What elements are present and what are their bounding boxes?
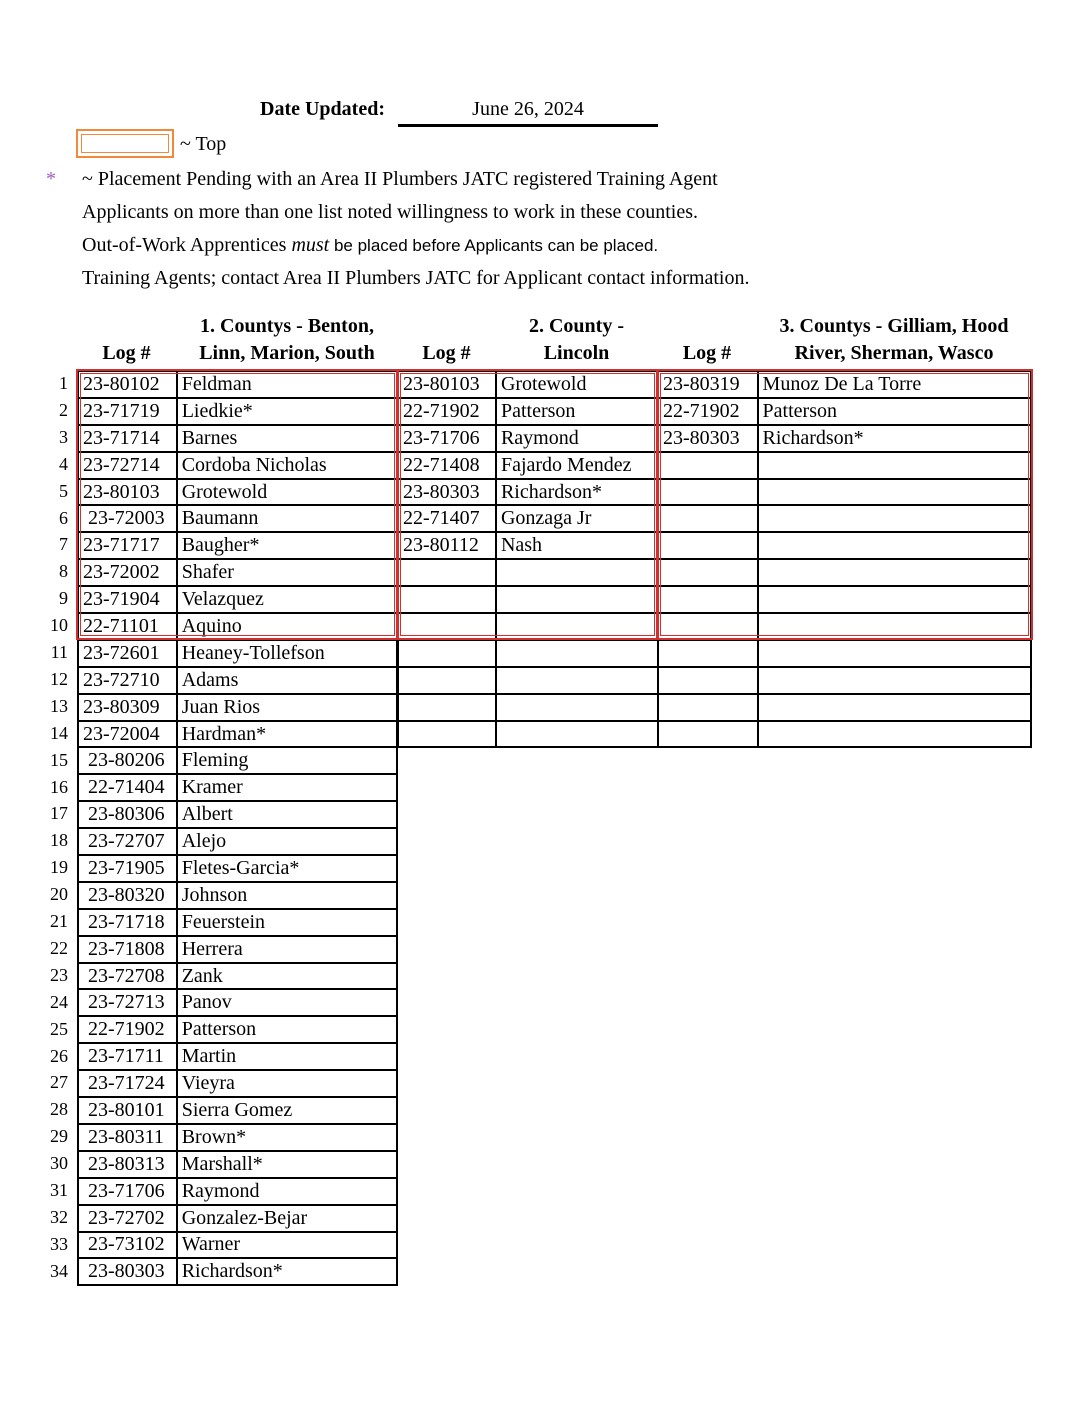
- list1-log-cell: 23-72003: [78, 505, 177, 532]
- list1-log-cell: 23-72004: [78, 721, 177, 748]
- list1-row: [78, 532, 397, 559]
- row-number: 20: [50, 884, 68, 905]
- pending-asterisk: *: [46, 168, 56, 190]
- list1-log-cell: 23-72708: [78, 963, 177, 990]
- list3-log-cell: [658, 452, 758, 479]
- note-oow-must: must: [291, 234, 330, 256]
- list2-name-cell: Grotewold: [496, 371, 658, 398]
- list1-row: [78, 452, 397, 479]
- list3-name-cell: Richardson*: [758, 425, 1031, 452]
- list1-name-cell: Velazquez: [177, 586, 397, 613]
- list3-county-header-line1: 3. Countys - Gilliam, Hood: [779, 315, 1009, 337]
- row-number: 11: [50, 642, 68, 662]
- list1-log-cell: 23-71808: [78, 936, 177, 963]
- list2-log-cell: [398, 640, 496, 667]
- list2-name-cell: Fajardo Mendez: [496, 452, 658, 479]
- row-number: 5: [59, 480, 68, 501]
- list3-row: [658, 532, 1031, 559]
- list2-name-cell: Nash: [496, 532, 658, 559]
- list2-log-cell: 22-71407: [398, 505, 496, 532]
- row-number: 7: [59, 534, 68, 555]
- row-number: 24: [50, 991, 68, 1012]
- list1-name-cell: Brown*: [177, 1124, 397, 1151]
- list3-row: [658, 398, 1031, 425]
- list3-log-cell: [658, 640, 758, 667]
- list1-name-cell: Patterson: [177, 1016, 397, 1043]
- row-number: 13: [50, 695, 68, 716]
- list2-county-header-line1: 2. County -: [528, 315, 624, 337]
- date-updated-value: June 26, 2024: [398, 98, 658, 127]
- list3-log-cell: [658, 586, 758, 613]
- list1-row: [78, 586, 397, 613]
- list3-row: [658, 694, 1031, 721]
- list2-table: [397, 370, 659, 748]
- list1-row: [78, 479, 397, 506]
- row-number: 34: [50, 1260, 68, 1281]
- list1-name-cell: Feuerstein: [177, 909, 397, 936]
- list1-name-cell: Sierra Gomez: [177, 1097, 397, 1124]
- list1-log-cell: 23-71717: [78, 532, 177, 559]
- list2-log-cell: 22-71902: [398, 398, 496, 425]
- list3-name-cell: Munoz De La Torre: [758, 371, 1031, 398]
- list3-row: [658, 452, 1031, 479]
- list1-row: [78, 613, 397, 640]
- list1-log-cell: 23-80311: [78, 1124, 177, 1151]
- list2-name-cell: [496, 559, 658, 586]
- list1-name-cell: Hardman*: [177, 721, 397, 748]
- list1-name-cell: Cordoba Nicholas: [177, 452, 397, 479]
- list1-row: [78, 1178, 397, 1205]
- list1-row: [78, 371, 397, 398]
- list3-log-cell: 23-80319: [658, 371, 758, 398]
- list1-row: [78, 909, 397, 936]
- list1-log-cell: 22-71404: [78, 774, 177, 801]
- list1-log-cell: 23-71904: [78, 586, 177, 613]
- list1-name-cell: Adams: [177, 667, 397, 694]
- list1-log-cell: 23-72707: [78, 828, 177, 855]
- row-number: 23: [50, 964, 68, 985]
- list1-row: [78, 801, 397, 828]
- row-number: 21: [50, 911, 68, 931]
- list1-row: [78, 1151, 397, 1178]
- list1-log-cell: 23-71718: [78, 909, 177, 936]
- row-number: 12: [50, 668, 68, 689]
- list1-name-cell: Aquino: [177, 613, 397, 640]
- list1-log-cell: 23-80303: [78, 1258, 177, 1285]
- list2-row: [398, 667, 658, 694]
- note-multi-list: Applicants on more than one list noted willingness to work in these counties.: [82, 201, 699, 223]
- list1-name-cell: Grotewold: [177, 479, 397, 506]
- row-number: 2: [59, 399, 68, 420]
- note-oow-part2: be placed before Applicants can be placed.: [329, 236, 659, 255]
- list1-row: [78, 1043, 397, 1070]
- row-number: 1: [59, 373, 68, 393]
- list3-name-cell: [758, 667, 1031, 694]
- row-number: 32: [50, 1206, 68, 1227]
- list1-name-cell: Liedkie*: [177, 398, 397, 425]
- list1-log-cell: 23-72713: [78, 989, 177, 1016]
- list1-name-cell: Alejo: [177, 828, 397, 855]
- list1-row: [78, 1016, 397, 1043]
- list3-log-cell: 23-80303: [658, 425, 758, 452]
- list2-name-cell: [496, 694, 658, 721]
- list3-name-cell: Patterson: [758, 398, 1031, 425]
- list1-name-cell: Panov: [177, 989, 397, 1016]
- list2-name-cell: [496, 586, 658, 613]
- row-number: 17: [50, 803, 68, 824]
- row-number: 14: [50, 722, 68, 743]
- list3-row: [658, 667, 1031, 694]
- list3-county-header-line2: River, Sherman, Wasco: [794, 342, 994, 364]
- list2-log-cell: 23-80303: [398, 479, 496, 506]
- list1-name-cell: Raymond: [177, 1178, 397, 1205]
- row-number: 33: [50, 1233, 68, 1254]
- list1-log-cell: 23-71714: [78, 425, 177, 452]
- list1-name-cell: Johnson: [177, 882, 397, 909]
- list1-name-cell: Richardson*: [177, 1258, 397, 1285]
- list3-name-cell: [758, 694, 1031, 721]
- list3-log-cell: 22-71902: [658, 398, 758, 425]
- list1-row: [78, 1070, 397, 1097]
- list3-row: [658, 559, 1031, 586]
- list1-log-cell: 23-72002: [78, 559, 177, 586]
- list2-name-cell: [496, 613, 658, 640]
- row-number: 28: [50, 1099, 68, 1120]
- list1-name-cell: Martin: [177, 1043, 397, 1070]
- list1-name-cell: Fleming: [177, 747, 397, 774]
- list3-name-cell: [758, 613, 1031, 640]
- list3-log-cell: [658, 532, 758, 559]
- list1-log-cell: 23-71724: [78, 1070, 177, 1097]
- list2-row: [398, 398, 658, 425]
- top-legend-swatch: [76, 129, 174, 158]
- list2-row: [398, 559, 658, 586]
- list1-row: [78, 963, 397, 990]
- list3-log-cell: [658, 613, 758, 640]
- list1-name-cell: Baumann: [177, 505, 397, 532]
- list2-county-header-line2: Lincoln: [543, 342, 610, 364]
- list2-log-cell: [398, 559, 496, 586]
- list1-row: [78, 936, 397, 963]
- list2-row: [398, 371, 658, 398]
- list1-log-cell: 22-71902: [78, 1016, 177, 1043]
- list2-row: [398, 532, 658, 559]
- list3-name-cell: [758, 721, 1031, 748]
- row-number: 3: [59, 426, 68, 447]
- list1-name-cell: Barnes: [177, 425, 397, 452]
- list1-log-cell: 23-72710: [78, 667, 177, 694]
- list1-county-header-line2: Linn, Marion, South: [199, 342, 375, 364]
- row-number: 4: [59, 453, 68, 474]
- list2-row: [398, 721, 658, 748]
- list2-name-cell: [496, 640, 658, 667]
- list2-name-cell: Raymond: [496, 425, 658, 452]
- row-number: 25: [50, 1018, 68, 1039]
- list2-log-cell: [398, 667, 496, 694]
- list1-name-cell: Gonzalez-Bejar: [177, 1205, 397, 1232]
- list1-row: [78, 882, 397, 909]
- list2-row: [398, 452, 658, 479]
- list2-log-cell: [398, 694, 496, 721]
- row-number: 31: [50, 1180, 68, 1200]
- list1-name-cell: Albert: [177, 801, 397, 828]
- row-number: 18: [50, 830, 68, 851]
- list2-log-cell: [398, 586, 496, 613]
- list2-name-cell: Richardson*: [496, 479, 658, 506]
- list1-log-cell: 23-80313: [78, 1151, 177, 1178]
- list3-name-cell: [758, 559, 1031, 586]
- note-out-of-work: [82, 234, 658, 257]
- list1-row: [78, 1258, 397, 1285]
- list1-row: [78, 640, 397, 667]
- row-number: 30: [50, 1153, 68, 1174]
- list3-log-cell: [658, 694, 758, 721]
- list3-log-cell: [658, 721, 758, 748]
- list1-log-cell: 23-71711: [78, 1043, 177, 1070]
- list1-name-cell: Vieyra: [177, 1070, 397, 1097]
- list1-row: [78, 559, 397, 586]
- list1-name-cell: Heaney-Tollefson: [177, 640, 397, 667]
- list2-row: [398, 613, 658, 640]
- row-number: 6: [59, 507, 68, 528]
- list1-name-cell: Feldman: [177, 371, 397, 398]
- list1-log-cell: 23-71719: [78, 398, 177, 425]
- list3-row: [658, 425, 1031, 452]
- date-updated-label: Date Updated:: [260, 98, 385, 120]
- list2-log-cell: 23-80112: [398, 532, 496, 559]
- list3-name-cell: [758, 640, 1031, 667]
- list2-row: [398, 694, 658, 721]
- list1-log-cell: 23-80309: [78, 694, 177, 721]
- row-number: 27: [50, 1072, 68, 1093]
- row-number: 19: [50, 857, 68, 878]
- list1-row: [78, 747, 397, 774]
- list2-row: [398, 640, 658, 667]
- row-number: 9: [59, 588, 68, 609]
- list1-log-cell: 23-71706: [78, 1178, 177, 1205]
- list1-log-cell: 23-80206: [78, 747, 177, 774]
- list1-log-cell: 23-71905: [78, 855, 177, 882]
- list2-row: [398, 586, 658, 613]
- list3-row: [658, 505, 1031, 532]
- list1-name-cell: Juan Rios: [177, 694, 397, 721]
- list1-row: [78, 1205, 397, 1232]
- top-legend-label: ~ Top: [180, 133, 227, 155]
- list3-name-cell: [758, 586, 1031, 613]
- note-pending: ~ Placement Pending with an Area II Plumbers JATC registered Training Agent: [82, 168, 718, 190]
- list3-name-cell: [758, 505, 1031, 532]
- list1-row: [78, 774, 397, 801]
- list1-name-cell: Fletes-Garcia*: [177, 855, 397, 882]
- list1-name-cell: Marshall*: [177, 1151, 397, 1178]
- list2-name-cell: Gonzaga Jr: [496, 505, 658, 532]
- list2-name-cell: [496, 667, 658, 694]
- list2-log-cell: 23-80103: [398, 371, 496, 398]
- list2-log-cell: 23-71706: [398, 425, 496, 452]
- row-number: 10: [50, 615, 68, 636]
- list2-log-header: Log #: [422, 342, 471, 364]
- list1-row: [78, 1232, 397, 1259]
- list1-name-cell: Warner: [177, 1232, 397, 1259]
- list3-log-cell: [658, 479, 758, 506]
- list1-name-cell: Herrera: [177, 936, 397, 963]
- list3-row: [658, 613, 1031, 640]
- list1-row: [78, 721, 397, 748]
- list1-name-cell: Zank: [177, 963, 397, 990]
- list3-row: [658, 640, 1031, 667]
- note-training-agents: Training Agents; contact Area II Plumbers JATC for Applicant contact information.: [82, 267, 750, 289]
- list3-row: [658, 586, 1031, 613]
- list1-log-cell: 23-80103: [78, 479, 177, 506]
- list2-log-cell: [398, 721, 496, 748]
- list1-log-cell: 23-73102: [78, 1232, 177, 1259]
- list1-name-cell: Kramer: [177, 774, 397, 801]
- list1-county-header-line1: 1. Countys - Benton,: [200, 315, 374, 337]
- list1-row: [78, 855, 397, 882]
- list1-table: [77, 370, 398, 1286]
- row-number: 8: [59, 561, 68, 582]
- list3-log-cell: [658, 667, 758, 694]
- list1-log-cell: 23-80320: [78, 882, 177, 909]
- list1-row: [78, 425, 397, 452]
- list1-log-cell: 23-72601: [78, 640, 177, 667]
- list1-row: [78, 828, 397, 855]
- list1-row: [78, 667, 397, 694]
- row-number: 26: [50, 1045, 68, 1066]
- list1-row: [78, 1124, 397, 1151]
- list1-log-cell: 22-71101: [78, 613, 177, 640]
- list3-name-cell: [758, 532, 1031, 559]
- row-number: 15: [50, 749, 68, 770]
- list3-table: [657, 370, 1032, 748]
- row-number: 29: [50, 1126, 68, 1147]
- list1-row: [78, 398, 397, 425]
- list1-row: [78, 505, 397, 532]
- list1-county-header: [176, 313, 398, 367]
- list2-row: [398, 425, 658, 452]
- list3-log-cell: [658, 505, 758, 532]
- list2-name-cell: Patterson: [496, 398, 658, 425]
- list1-name-cell: Baugher*: [177, 532, 397, 559]
- list3-row: [658, 479, 1031, 506]
- list2-log-cell: 22-71408: [398, 452, 496, 479]
- row-number: 22: [50, 937, 68, 958]
- list3-county-header: [756, 313, 1032, 367]
- list1-log-cell: 23-80102: [78, 371, 177, 398]
- list1-name-cell: Shafer: [177, 559, 397, 586]
- list2-county-header: [495, 313, 658, 367]
- list2-row: [398, 505, 658, 532]
- list2-log-cell: [398, 613, 496, 640]
- list1-log-header: Log #: [102, 342, 151, 364]
- list2-name-cell: [496, 721, 658, 748]
- note-oow-part1: Out-of-Work Apprentices: [82, 234, 292, 256]
- list3-log-cell: [658, 559, 758, 586]
- list1-row: [78, 694, 397, 721]
- list1-log-cell: 23-80306: [78, 801, 177, 828]
- list3-name-cell: [758, 452, 1031, 479]
- list1-row: [78, 989, 397, 1016]
- list1-log-cell: 23-80101: [78, 1097, 177, 1124]
- list3-name-cell: [758, 479, 1031, 506]
- list1-log-cell: 23-72702: [78, 1205, 177, 1232]
- row-number: 16: [50, 776, 68, 797]
- list2-row: [398, 479, 658, 506]
- list1-log-cell: 23-72714: [78, 452, 177, 479]
- list3-row: [658, 371, 1031, 398]
- list1-row: [78, 1097, 397, 1124]
- list3-row: [658, 721, 1031, 748]
- list3-log-header: Log #: [682, 342, 732, 364]
